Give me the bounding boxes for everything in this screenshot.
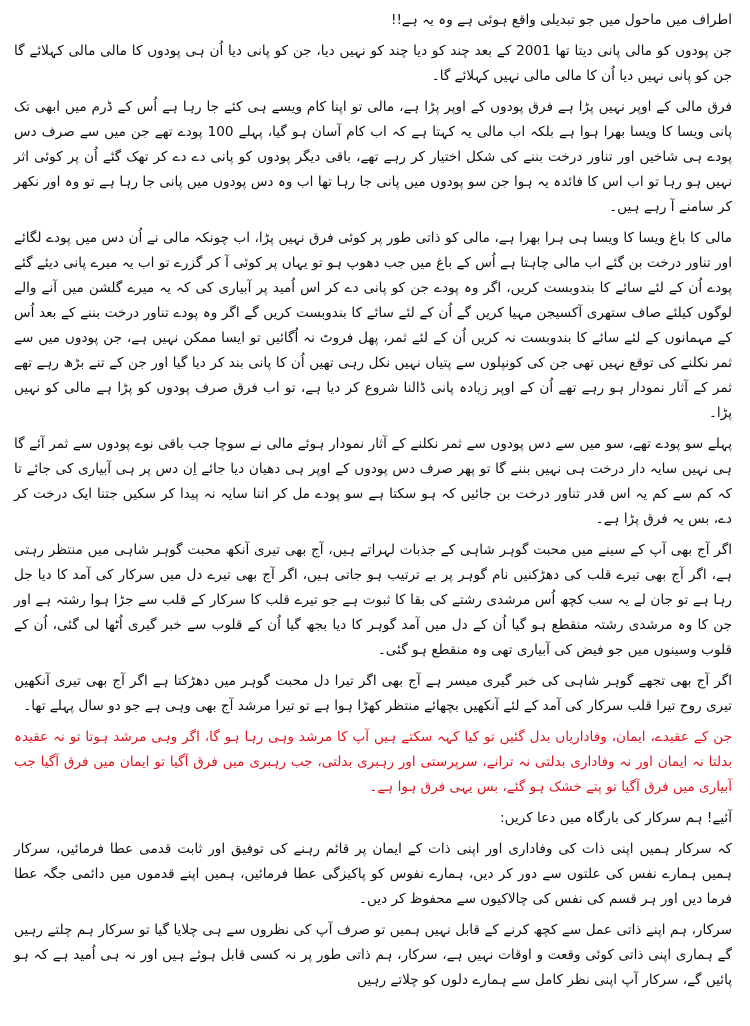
paragraph-8-highlighted: جن کے عقیدے، ایمان، وفاداریاں بدل گئیں تو کیا کہہ سکتے ہیں آپ کا مرشد وہی رہا ہو گا، اگر وہی مرشد ہوتا تو نہ عقیدہ بدلتا نہ ایمان اور نہ وفاداری بدلتی نہ ترانے، سرپرستی اور رہبری بدلتی، جب رہبری میں فرق آگیا تو ایمان میں فرق آگیا جب آبیاری میں فرق آگیا تو پتے خشک ہو گئے، بس یہی فرق ہوا ہے۔ <box>14 729 732 795</box>
paragraph-1: اطراف میں ماحول میں جو تبدیلی واقع ہوئی ہے وہ یہ ہے!! <box>391 12 732 28</box>
paragraph-10: کہ سرکار ہمیں اپنی ذات کی وفاداری اور اپنی ذات کے ایمان پر قائم رہنے کی توفیق اور ثابت قدمی عطا فرمائیں، سرکار ہمیں ہمارے نفس کی علتوں سے دور کر دیں، ہمارے نفوس کو پاکیزگی عطا فرمائیں، ہمیں اپنے قدموں میں دائمی جگہ عطا فرما دیں اور ہر قسم کی نفس کی چالاکیوں سے محفوظ کر دیں۔ <box>14 841 732 907</box>
paragraph-4: مالی کا باغ ویسا کا ویسا ہی ہرا بھرا ہے، مالی کو ذاتی طور پر کوئی فرق نہیں پڑا، اب چونکہ مالی نے اُن دس میں پودے لگائے اور تناور درخت بن گئے اب مالی چاہتا ہے اُس کے باغ میں جب دھوپ ہو تو یہاں پر کوئی آ کر گزرے تو اب یہ میرے پانی دیئے گئے پودے اُن کے لئے سائے کا بندوبست کریں، اگر وہ پودے جن کو پانی دے کر اس اُمید پر آبیاری کی کہ یہ میرے گلشن میں آنے والے لوگوں کیلئے صاف ستھری آکسیجن مہیا کریں گے اُن کے لئے سائے کا بندوبست کریں گے اگر وہ پودے تناور درخت بننے کے بعد اُس کے مہمانوں کے لئے سائے کا بندوبست نہ کریں اُن کے لئے ثمر، پھل فروٹ نہ اُگائیں تو ایسا ممکن نہیں ہے، جن پودوں میں سے ثمر نکلنے کی توقع نہیں تھی جن کی کونپلوں سے پتیاں نہیں نکل رہی تھیں اُن کا پانی بند کر دیا گیا اور جن کے تنے بڑھ رہے تھے ثمر کے آثار نمودار ہو رہے تھے اُن کے اوپر زیادہ پانی ڈالنا شروع کر دیا ہے، تو اب فرق صرف پودوں کو پڑا ہے مالی کو نہیں پڑا۔ <box>14 230 733 421</box>
paragraph-6: اگر آج بھی آپ کے سینے میں محبت گوہر شاہی کے جذبات لہراتے ہیں، آج بھی تیری آنکھ محبت گوہر شاہی میں منتظر رہتی ہے، اگر آج بھی تیرے قلب کی دھڑکنیں نام گوہر پر بے ترتیب ہو جاتی ہیں، اگر آج بھی تیرے دل میں سرکار کی آمد کا دیا جل رہا ہے تو جان لے یہ سب کچھ اُس مرشدی رشتے کی بقا کا ثبوت ہے جو تیرے قلب کا سرکار کے قلب سے جڑا ہوا رشتہ ہے اور جن کا وہ مرشدی رشتہ منقطع ہو گیا اُن کے دل میں آمد گوہر کا دیا بجھ گیا اُن کے قلوب سے خبر گیری اُٹھا لی گئی، اُن کے قلوب وسینوں میں جو فیض کی آبیاری تھی وہ منقطع ہو گئی۔ <box>14 542 732 658</box>
paragraph-3: فرق مالی کے اوپر نہیں پڑا ہے فرق پودوں کے اوپر پڑا ہے، مالی تو اپنا کام ویسے ہی کئے جا رہا ہے اُس کے ڈرم میں ابھی تک پانی ویسا کا ویسا بھرا ہوا ہے بلکہ اب مالی یہ کہتا ہے کہ اب کام آسان ہو گیا، پہلے 100 پودے تھے جن میں سے صرف دس پودے ہی شاخیں اور تناور درخت بننے کی شکل اختیار کر رہے تھے، باقی دیگر پودوں کو پانی دے دے کر تھک گئے اُن پر کوئی اثر نہیں ہو رہا تو اب اس کا فائدہ یہ ہوا جن سو پودوں میں پانی جا رہا تھا اب وہ دس پودوں میں پانی جا رہا ہے تو وہ اور نکھر کر سامنے آ رہے ہیں۔ <box>14 99 732 215</box>
paragraph-9: آئیے! ہم سرکار کی بارگاہ میں دعا کریں: <box>500 810 732 826</box>
paragraph-11: سرکار، ہم اپنے ذاتی عمل سے کچھ کرنے کے قابل نہیں ہمیں تو صرف آپ کی نظروں سے ہی چلایا گیا تو سرکار ہم چلتے رہیں گے ہماری اپنی ذاتی کوئی وقعت و اوقات نہیں ہے، سرکار، ہم ذاتی طور پر نہ کسی قابل ہوئے ہیں اور نہ ہی اُمید ہے کہ ہو پائیں گے، سرکار آپ اپنی نظر کامل سے ہمارے دلوں کو چلاتے رہیں <box>14 922 732 988</box>
paragraph-2: جن پودوں کو مالی پانی دیتا تھا 2001 کے بعد چند کو دیا چند کو نہیں دیا، جن کو پانی دیا اُن ہی پودوں کا مالی مالی کہلائے گا جن کو پانی نہیں دیا اُن کا مالی مالی نہیں کہلائے گا۔ <box>14 43 733 84</box>
paragraph-7: اگر آج بھی تجھے گوہر شاہی کی خبر گیری میسر ہے آج بھی اگر تیرا دل محبت گوہر میں دھڑکتا ہے اگر آج بھی تیری آنکھیں تیری روح تیرا قلب سرکار کی آمد کے لئے آنکھیں بچھائے منتظر کھڑا ہوا ہے تو تیرا مرشد آج بھی وہی ہے جو دو سال پہلے تھا۔ <box>14 673 732 714</box>
paragraph-5: پہلے سو پودے تھے، سو میں سے دس پودوں سے ثمر نکلنے کے آثار نمودار ہوئے مالی نے سوچا جب باقی نوے پودوں سے ثمر آئے گا ہی نہیں سایہ دار درخت ہی نہیں بننے گا تو پھر صرف دس پودوں کے اوپر ہی دھیان دیا جائے اِن دس پر ہی آبیاری کی جائے تا کہ کم سے کم یہ اس قدر تناور درخت بن جائیں کہ ہو سکتا ہے سو پودے مل کر اتنا سایہ نہ پیدا کر سکیں جتنا ایک درخت کر دے، بس یہ فرق پڑا ہے۔ <box>14 436 732 527</box>
